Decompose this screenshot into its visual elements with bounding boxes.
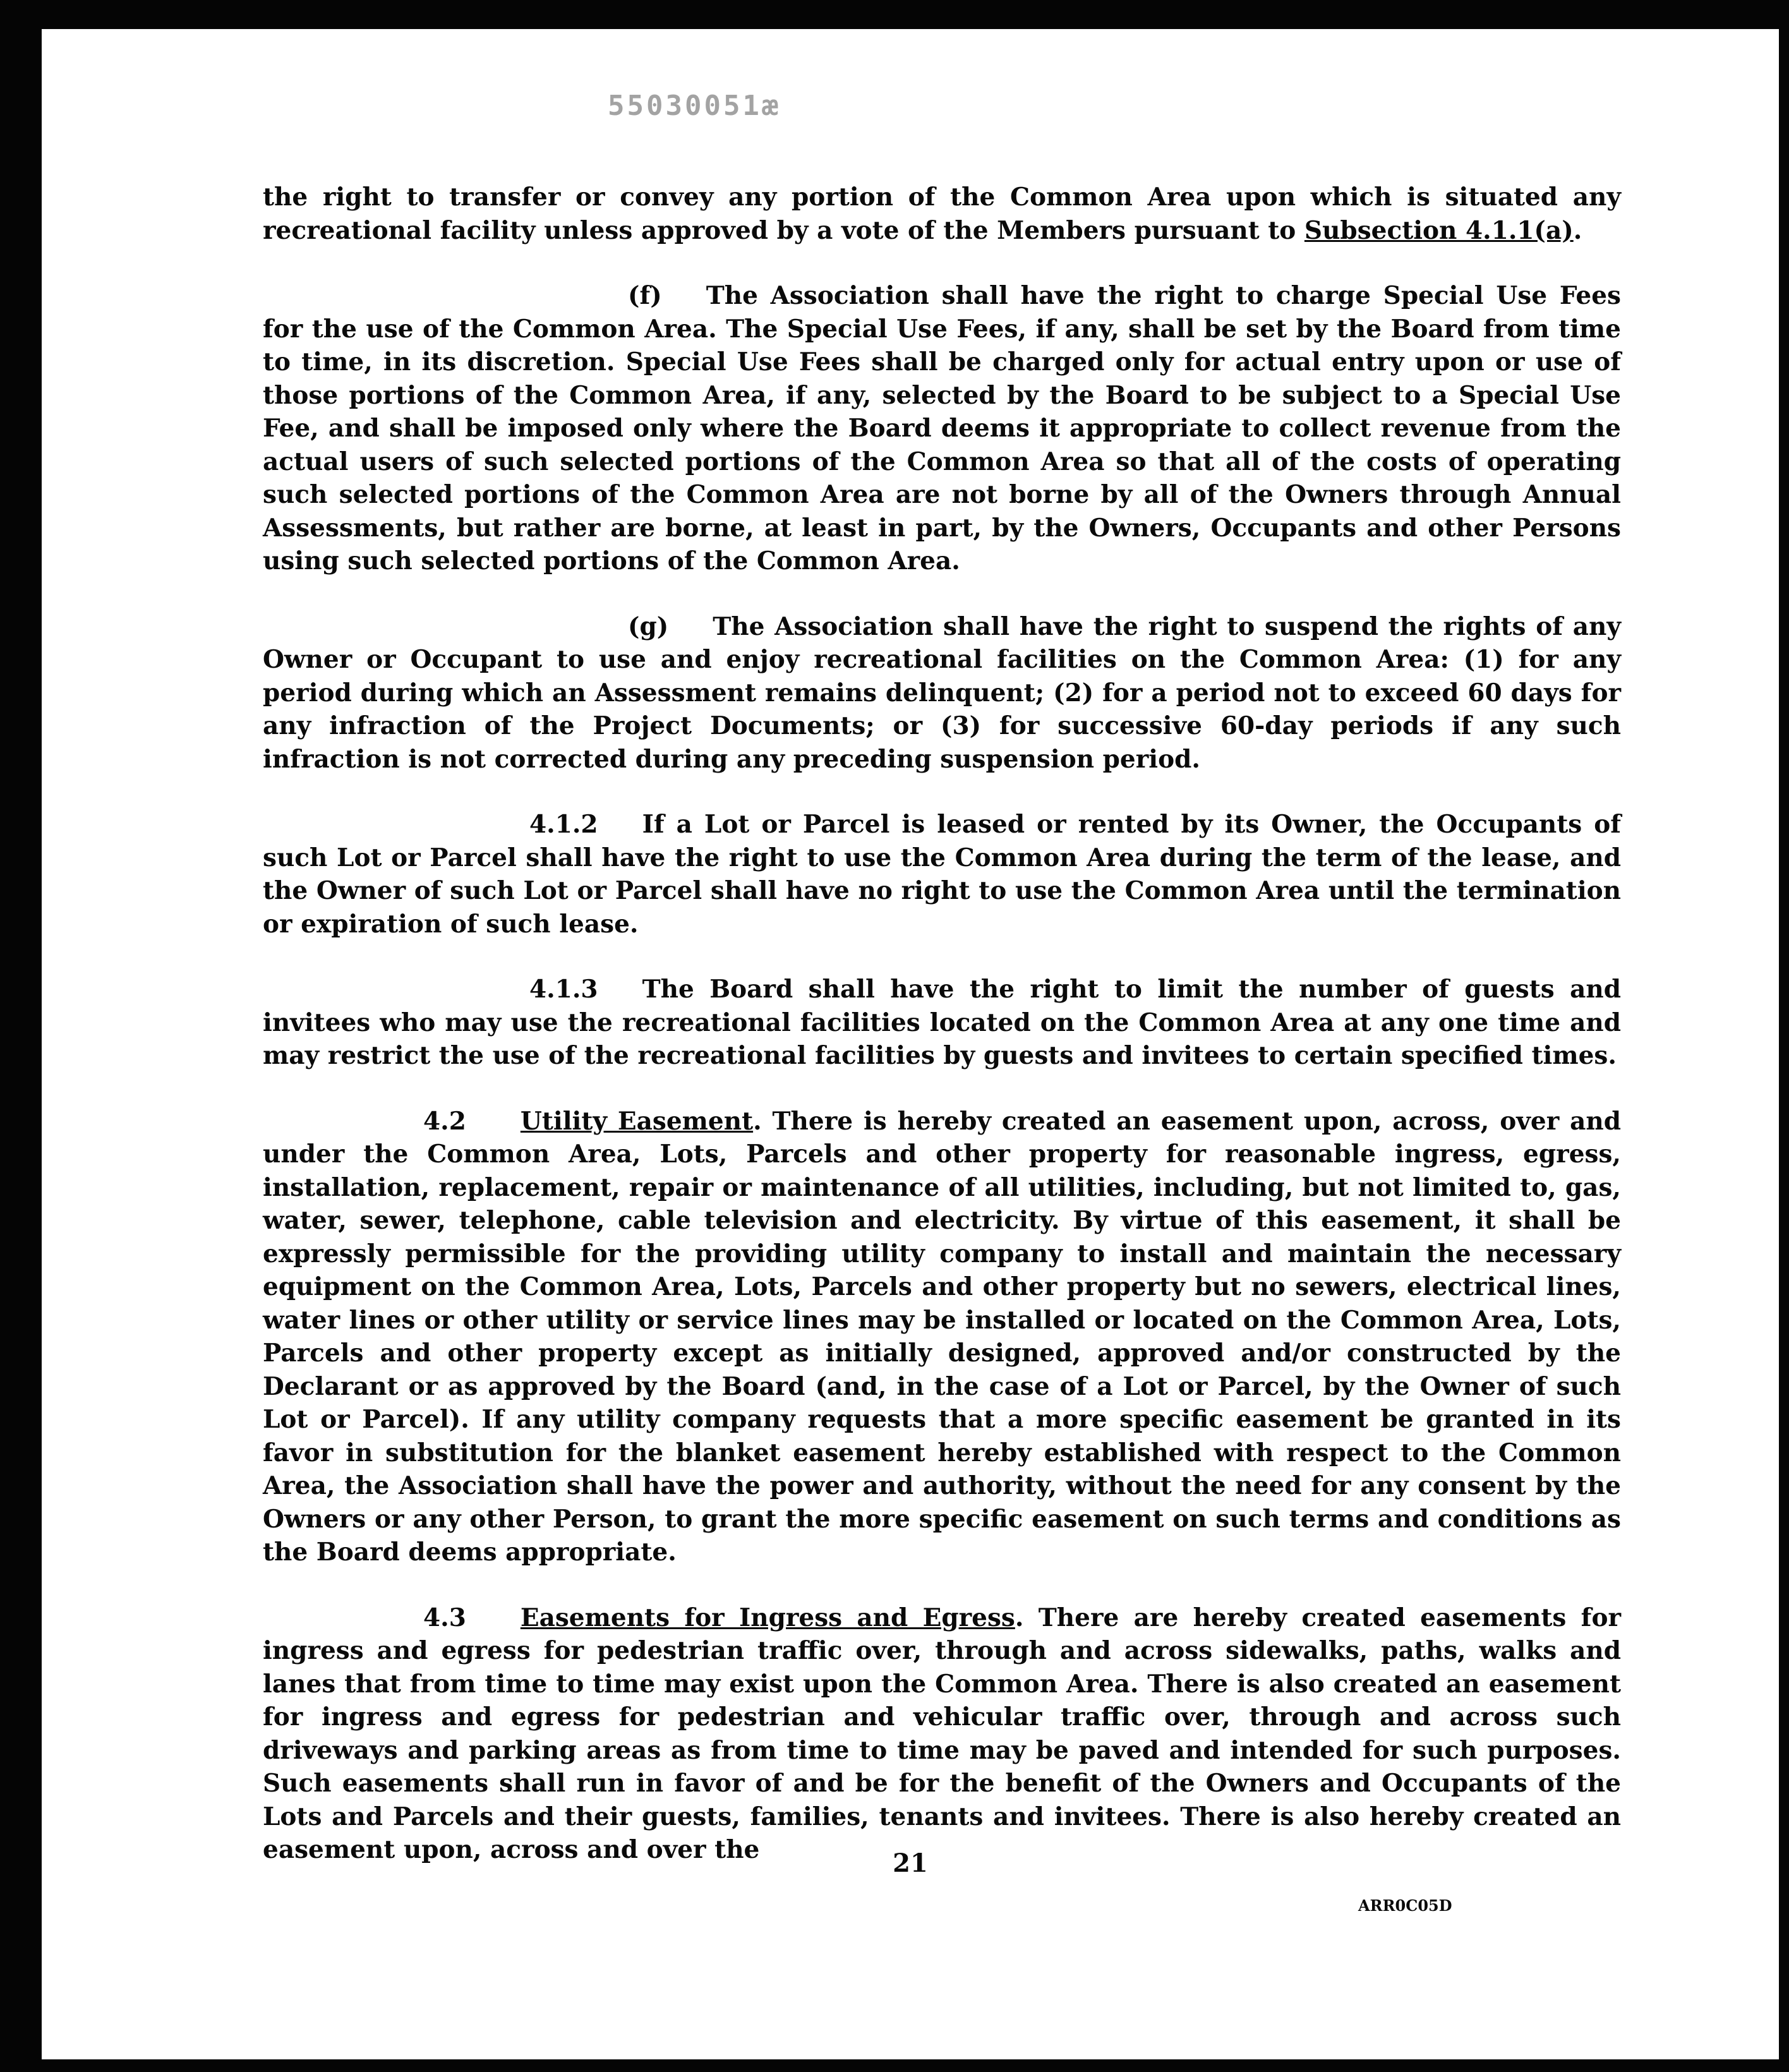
section-number: 4.1.2 bbox=[529, 810, 598, 839]
section-heading: Easements for Ingress and Egress bbox=[520, 1603, 1015, 1632]
document-page bbox=[42, 29, 1779, 2059]
paragraph-text: The Association shall have the right to charge Special Use Fees for the use of the Common Area. The Special Use Fees, if any, shall be set by the Board from time to time, in its discretion. Special Use Fees shall be charged only for actual entry upon or use of those portions of the Common Area, if any, selected by the Board to be subject to a Special Use Fee, and shall be imposed only where the Board deems it appropriate to collect revenue from the actual users of such selected portions of the Common Area so that all of the costs of operating such selected portions of the Common Area are not borne by all of the Owners through Annual Assessments, but rather are borne, at least in part, by the Owners, Occupants and other Persons using such selected portions of the Common Area. bbox=[263, 281, 1621, 575]
section-4-2: 4.2 Utility Easement. There is hereby created an easement upon, across, over and under the Common Area, Lots, Parcels and other property for reasonable ingress, egress, installation, replacement, repair or maintenance of all utilities, including, but not limited to, gas, water, sewer, telephone, cable television and electricity. By virtue of this easement, it shall be expressly permissible for the providing utility company to install and maintain the necessary equipment on the Common Area, Lots, Parcels and other property but no sewers, electrical lines, water lines or other utility or service lines may be installed or located on the Common Area, Lots, Parcels and other property except as initially designed, approved and/or constructed by the Declarant or as approved by the Board (and, in the case of a Lot or Parcel, by the Owner of such Lot or Parcel). If any utility company requests that a more specific easement be granted in its favor in substitution for the blanket easement hereby established with respect to the Common Area, the Association shall have the power and authority, without the need for any consent by the Owners or any other Person, to grant the more specific easement on such terms and conditions as the Board deems appropriate. bbox=[263, 1106, 1621, 1567]
scan-artifact bbox=[1771, 158, 1779, 224]
paragraph-punctuation: . bbox=[1573, 215, 1582, 245]
page-number: 21 bbox=[893, 1848, 928, 1878]
paragraph-4-1-2 bbox=[263, 808, 1621, 941]
paragraph-text: If a Lot or Parcel is leased or rented by its Owner, the Occupants of such Lot or Parcel shall have the right to use the Common Area during the term of the lease, and the Owner of such Lot or Parcel shall have no right to use the Common Area until the termination or expiration of such lease. bbox=[263, 810, 1621, 939]
paragraph-4-1-3 bbox=[263, 973, 1621, 1073]
paragraph-text: the right to transfer or convey any portion of the Common Area upon which is situated any recreational facility unless approved by a vote of the Members pursuant to bbox=[263, 183, 1621, 245]
paragraph-text: There is hereby created an easement upon, across, over and under the Common Area, Lots, Parcels and other property for reasonable ingress, egress, installation, replacement, repair or maintenance of all utilities, including, but not limited to, gas, water, sewer, telephone, cable television and electricity. By virtue of this easement, it shall be expressly permissible for the providing utility company to install and maintain the necessary equipment on the Common Area, Lots, Parcels and other property but no sewers, electrical lines, water lines or other utility or service lines may be installed or located on the Common Area, Lots, Parcels and other property except as initially designed, approved and/or constructed by the Declarant or as approved by the Board (and, in the case of a Lot or Parcel, by the Owner of such Lot or Parcel). If any utility company requests that a more specific easement be granted in its favor in substitution for the blanket easement hereby established with respect to the Common Area, the Association shall have the power and authority, without the need for any consent by the Owners or any other Person, to grant the more specific easement on such terms and conditions as the Board deems appropriate. bbox=[263, 1106, 1621, 1567]
scan-artifact bbox=[1762, 40, 1773, 52]
paragraph-text: The Association shall have the right to suspend the rights of any Owner or Occupant to use and enjoy recreational facilities on the Common Area: (1) for any period during which an Assessment remains delinquent; (2) for a period not to exceed 60 days for any infraction of the Project Documents; or (3) for successive 60-day periods if any such infraction is not corrected during any preceding suspension period. bbox=[263, 611, 1621, 774]
document-stamp: 55030051æ bbox=[608, 90, 781, 122]
paragraph-marker: (g) bbox=[628, 611, 669, 641]
subsection-reference: Subsection 4.1.1(a) bbox=[1304, 215, 1574, 245]
document-code: ARR0C05D bbox=[1358, 1896, 1452, 1915]
paragraph-marker: (f) bbox=[628, 281, 662, 310]
section-number: 4.1.3 bbox=[529, 975, 598, 1004]
paragraph-text: There are hereby created easements for ingress and egress for pedestrian traffic over, through and across sidewalks, paths, walks and lanes that from time to time may exist upon the Common Area. There is also created an easement for ingress and egress for pedestrian and vehicular traffic over, through and across such driveways and parking areas as from time to time may be paved and intended for such purposes. Such easements shall run in favor of and be for the benefit of the Owners and Occupants of the Lots and Parcels and their guests, families, tenants and invitees. There is also hereby created an easement upon, across and over the bbox=[263, 1603, 1622, 1864]
paragraph-text: The Board shall have the right to limit the number of guests and invitees who may use the recreational facilities located on the Common Area at any one time and may restrict the use of the recreational facilities by guests and invitees to certain specified times. bbox=[263, 975, 1621, 1070]
section-number: 4.3 bbox=[423, 1603, 466, 1632]
paragraph-f bbox=[263, 279, 1621, 578]
paragraph-g bbox=[263, 610, 1621, 776]
section-number: 4.2 bbox=[423, 1106, 466, 1136]
section-4-3: 4.3 Easements for Ingress and Egress. There are hereby created easements for ingress and egress for pedestrian traffic over, through and across sidewalks, paths, walks and lanes that from time to time may exist upon the Common Area. There is also created an easement for ingress and egress for pedestrian and vehicular traffic over, through and across such driveways and parking areas as from time to time may be paved and intended for such purposes. Such easements shall run in favor of and be for the benefit of the Owners and Occupants of the Lots and Parcels and their guests, families, tenants and invitees. There is also hereby created an easement upon, across and over the bbox=[263, 1603, 1622, 1864]
section-heading: Utility Easement bbox=[520, 1106, 754, 1136]
document-body bbox=[263, 181, 1621, 1899]
paragraph-continuation bbox=[263, 181, 1621, 247]
